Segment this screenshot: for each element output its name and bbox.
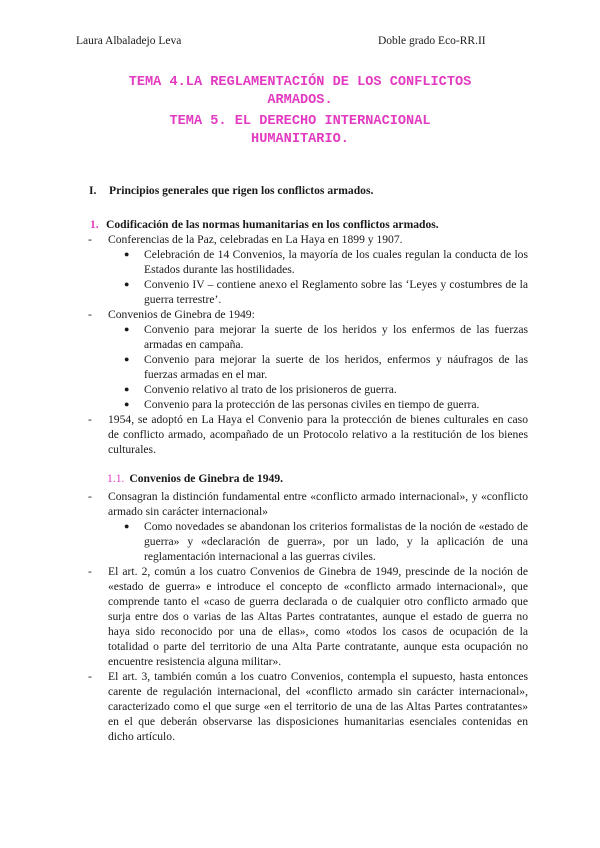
list-item-text: 1954, se adoptó en La Haya el Convenio para la protección de bienes culturales en caso de conflicto armado, acompañado de un Protocolo relativo a la restitución de los bienes culturales.: [108, 413, 528, 456]
dash-marker: -: [88, 308, 92, 321]
title-line-4: HUMANITARIO.: [251, 132, 349, 147]
dash-marker: -: [88, 413, 92, 426]
bullet-icon: ●: [124, 521, 130, 531]
bullet-icon: ●: [124, 399, 130, 409]
dash-marker: -: [88, 670, 92, 683]
title-line-3: TEMA 5. EL DERECHO INTERNACIONAL: [169, 114, 431, 129]
title-line-1: TEMA 4.LA REGLAMENTACIÓN DE LOS CONFLICTOS: [128, 75, 472, 90]
list-item-text: Convenios de Ginebra de 1949:: [108, 308, 255, 321]
subsection-number: 1.: [90, 218, 99, 231]
list-item-text: El art. 2, común a los cuatro Convenios de Ginebra de 1949, prescinde de la noción de «estado de guerra» e introduce el concepto de «conflicto armado internacional», que comprende tanto el «caso de guerra declarada o de cualquier otro conflicto armado que surja entre dos o varias de las Altas Partes contratantes, aunque el estado de guerra no haya sido reconocido por una de ellas», como «todos los casos de ocupación de la totalidad o parte del territorio de una Alta Parte contratante, aunque esta ocupación no encuentre resistencia alguna militar».: [108, 565, 528, 668]
bullet-item-text: Convenio para mejorar la suerte de los heridos, enfermos y náufragos de las fuerzas armadas en el mar.: [144, 353, 528, 381]
list-item-text: Conferencias de la Paz, celebradas en La Haya en 1899 y 1907.: [108, 233, 403, 246]
dash-marker: -: [88, 565, 92, 578]
subsection-heading: [88, 471, 528, 486]
bullet-item: [124, 382, 528, 397]
list-item: [88, 412, 528, 457]
list-item: [88, 307, 528, 322]
dash-marker: -: [88, 233, 92, 246]
subsection-title: Convenios de Ginebra de 1949.: [129, 472, 284, 485]
section-title: Principios generales que rigen los conflictos armados.: [109, 184, 374, 197]
section-heading: [88, 183, 528, 198]
bullet-item: [124, 277, 528, 307]
dash-marker: -: [88, 490, 92, 503]
document-body: [88, 183, 528, 744]
list-item: [88, 669, 528, 744]
list-item: [88, 489, 528, 519]
bullet-item: [124, 352, 528, 382]
list-item-text: El art. 3, también común a los cuatro Convenios, contempla el supuesto, hasta entonces carente de regulación internacional, del «conflicto armado sin carácter internacional», caracterizado como el que surge «en el territorio de una de las Altas Partes contratantes» en el que deberán observarse las disposiciones humanitarias esenciales contenidas en dicho artículo.: [108, 670, 528, 743]
title-line-2: ARMADOS.: [267, 93, 333, 108]
list-item: [88, 232, 528, 247]
bullet-item-text: Convenio IV – contiene anexo el Reglamento sobre las ‘Leyes y costumbres de la guerra terrestre’.: [144, 278, 528, 306]
subsection-title: Codificación de las normas humanitarias en los conflictos armados.: [106, 218, 439, 231]
bullet-item-text: Celebración de 14 Convenios, la mayoría de los cuales regulan la conducta de los Estados durante las hostilidades.: [144, 248, 528, 276]
bullet-icon: ●: [124, 279, 130, 289]
bullet-icon: ●: [124, 384, 130, 394]
document-title: [60, 74, 540, 149]
bullet-icon: ●: [124, 249, 130, 259]
list-item: [88, 564, 528, 669]
header-author: Laura Albaladejo Leva: [76, 35, 182, 47]
section-number: I.: [89, 184, 97, 197]
bullet-icon: ●: [124, 354, 130, 364]
bullet-item-text: Como novedades se abandonan los criterios formalistas de la noción de «estado de guerra» y «declaración de guerra», por un lado, y la aplicación de una reglamentación internacional a las guerras civiles.: [144, 520, 528, 563]
bullet-item: [124, 322, 528, 352]
list-item-text: Consagran la distinción fundamental entre «conflicto armado internacional», y «conflicto armado sin carácter internacional»: [108, 490, 528, 518]
bullet-item: [124, 397, 528, 412]
bullet-item-text: Convenio para la protección de las personas civiles en tiempo de guerra.: [144, 398, 480, 411]
bullet-item: [124, 519, 528, 564]
bullet-item: [124, 247, 528, 277]
subsection-heading: [88, 217, 528, 232]
subsection-number: 1.1.: [107, 472, 125, 485]
bullet-icon: ●: [124, 324, 130, 334]
bullet-item-text: Convenio para mejorar la suerte de los heridos y los enfermos de las fuerzas armadas en campaña.: [144, 323, 528, 351]
bullet-item-text: Convenio relativo al trato de los prisioneros de guerra.: [144, 383, 397, 396]
header-degree: Doble grado Eco-RR.II: [378, 35, 486, 47]
